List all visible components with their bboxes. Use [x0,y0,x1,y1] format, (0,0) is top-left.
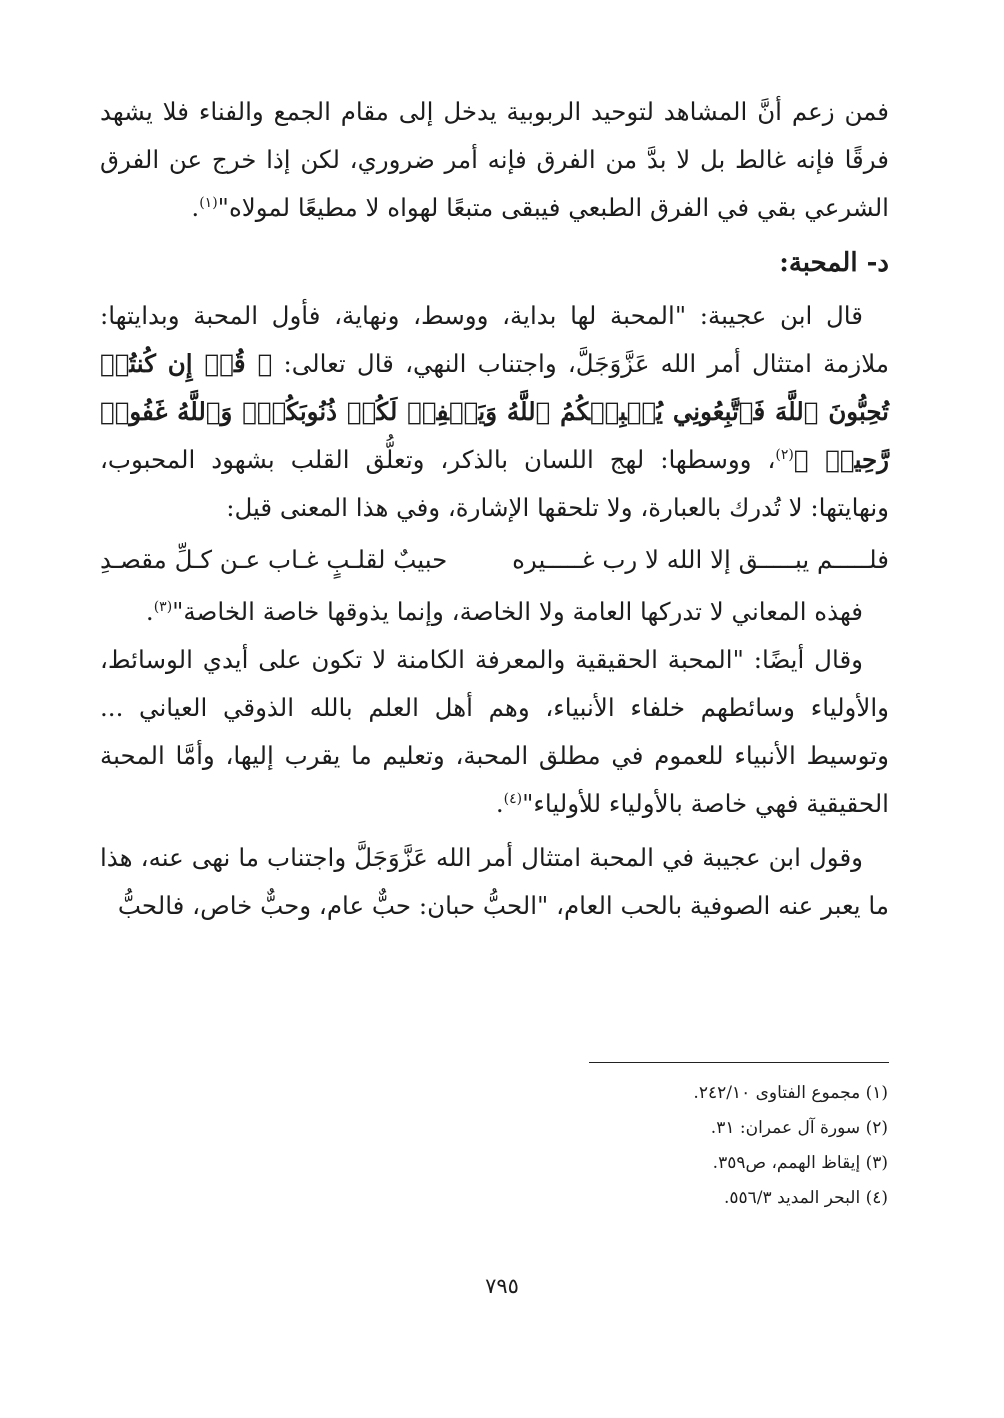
footnote-ref-3: (٣) [153,598,173,615]
paragraph-2 [100,292,889,532]
paragraph-1-end: . [191,193,200,222]
section-heading: د- المحبة: [779,248,889,278]
footnote-3: (٣) إيقاظ الهمم، ص٣٥٩. [712,1153,888,1173]
paragraph-3-end: . [145,597,154,626]
paragraph-3-text: فهذه المعاني لا تدركها العامة ولا الخاصة، وإنما يذوقها خاصة الخاصة" [172,597,863,626]
footnote-ref-1: (١) [199,194,218,211]
main-text [100,88,889,930]
footnote-ref-4: (٤) [503,790,523,807]
paragraph-3 [100,588,889,636]
footnote-4: (٤) البحر المديد ٥٥٦/٣. [724,1188,888,1208]
paragraph-1 [100,88,889,232]
footnotes [328,1076,888,1216]
poetry-verse [100,536,889,584]
footnote-ref-2: (٢) [775,446,794,463]
paragraph-5-text: وقول ابن عجيبة في المحبة امتثال أمر الله عَزَّوَجَلَّ واجتناب ما نهى عنه، هذا ما يعبر عنه الصوفية بالحب العام، "الحبُّ حبان: حبٌّ عام، وحبٌّ خاص، فالحبُّ [100,843,889,920]
paragraph-4-text: وقال أيضًا: "المحبة الحقيقية والمعرفة الكامنة لا تكون على أيدي الوسائط، والأولياء وسائطهم خلفاء الأنبياء، وهم أهل العلم بالله الذوقي العياني ... وتوسيط الأنبياء للعموم في مطلق المحبة، وتعليم ما يقرب إليها، وأمَّا المحبة الحقيقية فهي خاصة بالأولياء للأولياء" [100,645,889,818]
verse-first-hemistich: فلـــــم يبـــــق إلا الله لا رب غـــــيره [512,545,889,574]
paragraph-2-text-b: ، ووسطها: لهج اللسان بالذكر، وتعلُّق القلب بشهود المحبوب، ونهايتها: لا تُدرك بالعبارة، ولا تلحقها الإشارة، وفي هذا المعنى قيل: [100,445,889,522]
paragraph-5 [100,834,889,930]
paragraph-1-text: فمن زعم أنَّ المشاهد لتوحيد الربوبية يدخل إلى مقام الجمع والفناء فلا يشهد فرقًا فإنه غالط بل لا بدَّ من الفرق فإنه أمر ضروري، لكن إذا خرج عن الفرق الشرعي بقي في الفرق الطبعي فيبقى متبعًا لهواه لا مطيعًا لمولاه" [100,97,889,222]
footnote-separator [589,1062,889,1063]
verse-second-hemistich: حبيبٌ لقلـبٍ غـاب عـن كـلِّ مقصـدِ [100,545,448,574]
quran-verse: ﴿ قُلۡ إِن كُنتُمۡ تُحِبُّونَ ٱللَّهَ فَٱتَّبِعُونِي يُحۡبِبۡكُمُ ٱللَّهُ وَيَغۡفِرۡ لَكُمۡ ذُنُوبَكُمۡۚ وَٱللَّهُ غَفُورٞ رَّحِيمٞ ﴾ [100,349,889,474]
page-number: ٧٩٥ [485,1274,519,1298]
footnote-1: (١) مجموع الفتاوى ٢٤٢/١٠. [693,1083,888,1103]
paragraph-4 [100,636,889,828]
paragraph-2-text-a: قال ابن عجيبة: "المحبة لها بداية، ووسط، ونهاية، فأول المحبة وبدايتها: ملازمة امتثال أمر الله عَزَّوَجَلَّ، واجتناب النهي، قال تعالى: [100,301,889,378]
footnote-2: (٢) سورة آل عمران: ٣١. [710,1118,888,1138]
paragraph-4-end: . [495,789,504,818]
